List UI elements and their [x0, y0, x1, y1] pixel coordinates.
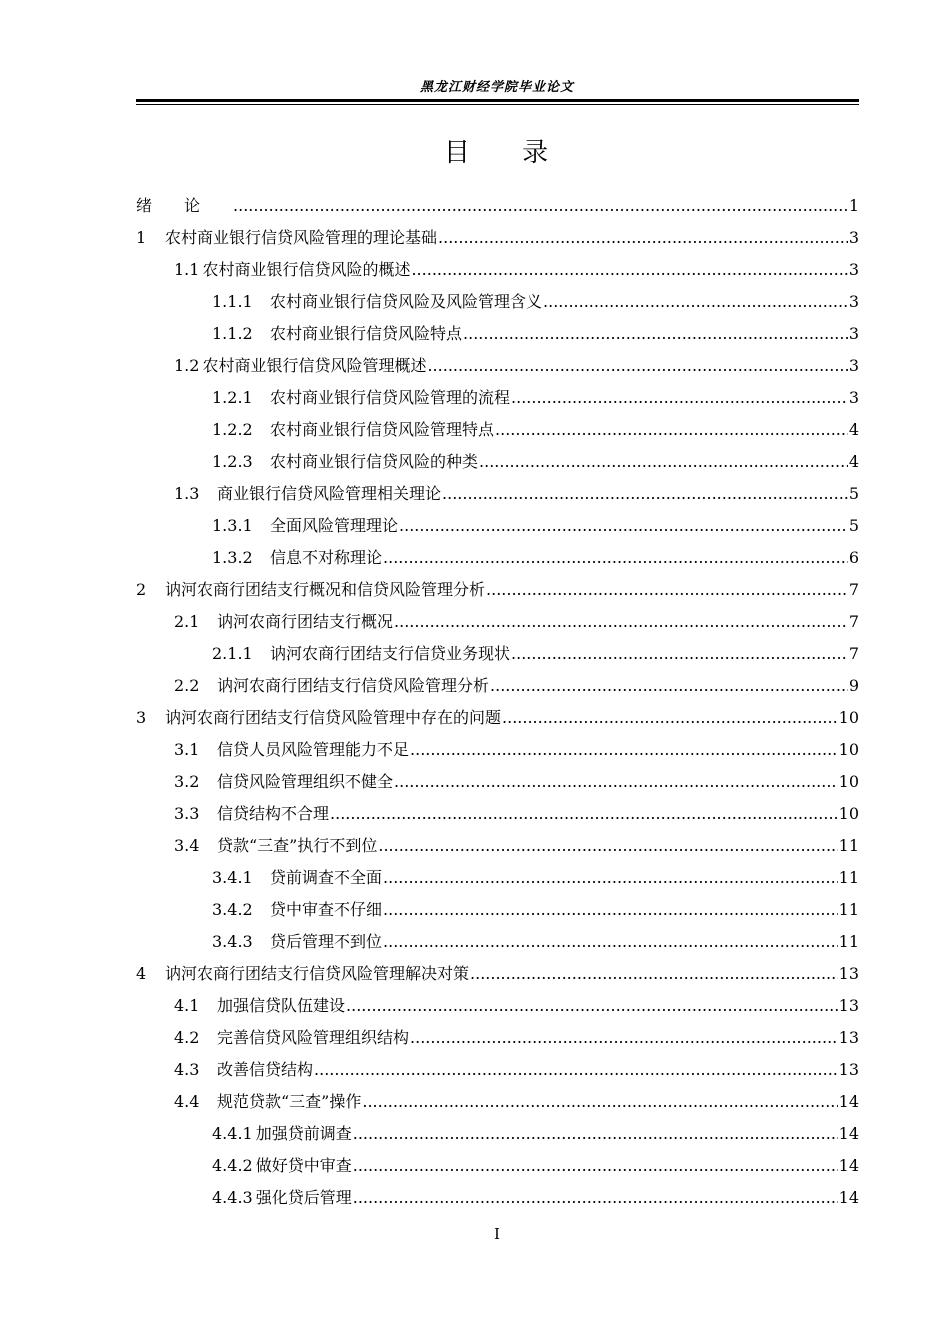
toc-entry[interactable]	[136, 574, 859, 606]
toc-entry-title: 农村商业银行信贷风险管理的流程	[270, 388, 511, 407]
toc-entry-page: 4	[848, 420, 859, 439]
toc-entry-number: 4.3	[174, 1060, 200, 1079]
toc-title: 目 录	[443, 138, 551, 168]
toc-entry-page: 13	[838, 1028, 859, 1047]
toc-entry-page: 13	[838, 1060, 859, 1079]
toc-entry-number: 1	[136, 228, 147, 247]
toc-entry-page: 7	[848, 644, 859, 663]
toc-dot-leader	[463, 318, 848, 350]
toc-entry[interactable]	[136, 734, 859, 766]
toc-dot-leader	[495, 414, 848, 446]
toc-entry[interactable]	[136, 894, 859, 926]
toc-entry-page: 10	[838, 772, 859, 791]
toc-entry[interactable]	[136, 254, 859, 286]
toc-entry[interactable]	[136, 830, 859, 862]
toc-entry[interactable]	[136, 958, 859, 990]
toc-entry[interactable]	[136, 446, 859, 478]
toc-entry[interactable]	[136, 990, 859, 1022]
toc-entry-title: 强化贷后管理	[255, 1188, 352, 1207]
toc-dot-leader	[383, 862, 838, 894]
toc-entry-title: 完善信贷风险管理组织结构	[217, 1028, 410, 1047]
toc-entry-title: 全面风险管理理论	[270, 516, 399, 535]
header-rule-thick	[136, 99, 859, 102]
toc-entry-number: 1.3.2	[212, 548, 253, 567]
toc-entry-page: 3	[848, 324, 859, 343]
toc-dot-leader	[346, 990, 838, 1022]
toc-entry-title: 加强贷前调查	[255, 1124, 352, 1143]
toc-entry[interactable]	[136, 222, 859, 254]
toc-dot-leader	[470, 958, 838, 990]
toc-dot-leader	[353, 1182, 838, 1214]
footer-page-number: I	[494, 1225, 500, 1243]
toc-entry-title: 贷前调查不全面	[270, 868, 383, 887]
toc-entry[interactable]	[136, 606, 859, 638]
toc-entry-page: 3	[848, 356, 859, 375]
toc-dot-leader	[543, 286, 848, 318]
toc-entry[interactable]	[136, 1182, 859, 1214]
toc-dot-leader	[410, 734, 838, 766]
toc-dot-leader	[383, 542, 848, 574]
toc-entry-page: 10	[838, 708, 859, 727]
toc-entry[interactable]	[136, 702, 859, 734]
toc-entry-title: 贷中审查不仔细	[270, 900, 383, 919]
toc-entry[interactable]	[136, 1054, 859, 1086]
toc-entry-number: 1.2.1	[212, 388, 253, 407]
toc-entry-number: 3	[136, 708, 147, 727]
toc-entry-page: 5	[848, 516, 859, 535]
toc-entry[interactable]	[136, 1086, 859, 1118]
toc-entry-page: 3	[848, 292, 859, 311]
toc-entry-number: 2	[136, 580, 147, 599]
toc-entry-number: 1.3	[174, 484, 200, 503]
toc-entry-title: 农村商业银行信贷风险管理的理论基础	[165, 228, 438, 247]
toc-entry-title: 讷河农商行团结支行概况	[217, 612, 394, 631]
toc-entry[interactable]	[136, 414, 859, 446]
toc-entry-title: 绪论	[136, 196, 233, 215]
toc-entry-title: 信贷风险管理组织不健全	[217, 772, 394, 791]
toc-dot-leader	[411, 254, 847, 286]
toc-entry-number: 4.4.1	[212, 1124, 253, 1143]
toc-entry-number: 1.1.2	[212, 324, 253, 343]
toc-entry-number: 4.1	[174, 996, 200, 1015]
toc-entry-title: 农村商业银行信贷风险管理特点	[270, 420, 495, 439]
toc-entry-number: 4.2	[174, 1028, 200, 1047]
toc-entry-number: 1.2.3	[212, 452, 253, 471]
toc-entry-page: 4	[848, 452, 859, 471]
toc-dot-leader	[511, 382, 848, 414]
toc-dot-leader	[378, 830, 837, 862]
toc-entry-page: 13	[838, 996, 859, 1015]
toc-dot-leader	[410, 1022, 838, 1054]
toc-entry-page: 10	[838, 740, 859, 759]
toc-entry-number: 4.4	[174, 1092, 200, 1111]
toc-entry-page: 7	[848, 612, 859, 631]
toc-entry-number: 4.4.2	[212, 1156, 253, 1175]
toc-entry-title: 讷河农商行团结支行信贷业务现状	[270, 644, 511, 663]
toc-entry-page: 14	[838, 1188, 859, 1207]
toc-entry-page: 7	[848, 580, 859, 599]
toc-dot-leader	[442, 478, 848, 510]
toc-entry-title: 农村商业银行信贷风险的种类	[270, 452, 479, 471]
toc-entry[interactable]	[136, 286, 859, 318]
toc-entry-page: 11	[838, 836, 859, 855]
toc-entry-title: 农村商业银行信贷风险的概述	[202, 260, 411, 279]
toc-entry-number: 2.1	[174, 612, 200, 631]
toc-entry-number: 1.1.1	[212, 292, 253, 311]
toc-entry-title: 商业银行信贷风险管理相关理论	[217, 484, 442, 503]
toc-entry-title: 讷河农商行团结支行信贷风险管理解决对策	[165, 964, 470, 983]
toc-dot-leader	[479, 446, 848, 478]
toc-entry-page: 3	[848, 260, 859, 279]
toc-entry[interactable]	[136, 1022, 859, 1054]
toc-entry-page: 10	[838, 804, 859, 823]
toc-entry-number: 1.1	[174, 260, 200, 279]
toc-entry-title: 改善信贷结构	[217, 1060, 314, 1079]
toc-entry-number: 4.4.3	[212, 1188, 253, 1207]
toc-entry-number: 3.4	[174, 836, 200, 855]
toc-dot-leader	[233, 190, 848, 222]
toc-entry[interactable]	[136, 766, 859, 798]
toc-entry-title: 加强信贷队伍建设	[217, 996, 346, 1015]
toc-entry[interactable]	[136, 926, 859, 958]
toc-dot-leader	[383, 894, 838, 926]
running-header-title: 黑龙江财经学院毕业论文	[419, 80, 574, 95]
toc-entry[interactable]	[136, 670, 859, 702]
toc-entry-page: 6	[848, 548, 859, 567]
toc-entry-number: 1.3.1	[212, 516, 253, 535]
toc-entry[interactable]	[136, 1150, 859, 1182]
toc-entry-title: 做好贷中审查	[255, 1156, 352, 1175]
toc-entry-title: 信贷结构不合理	[217, 804, 330, 823]
toc-entry-page: 1	[848, 196, 859, 215]
toc-dot-leader	[427, 350, 847, 382]
toc-entry-page: 11	[838, 868, 859, 887]
toc-entry-number: 1.2.2	[212, 420, 253, 439]
toc-dot-leader	[314, 1054, 838, 1086]
toc-dot-leader	[353, 1150, 838, 1182]
toc-entry-title: 信贷人员风险管理能力不足	[217, 740, 410, 759]
toc-entry-number: 2.1.1	[212, 644, 253, 663]
toc-dot-leader	[399, 510, 848, 542]
toc-entry[interactable]	[136, 382, 859, 414]
toc-entry[interactable]	[136, 542, 859, 574]
toc-entry[interactable]	[136, 478, 859, 510]
toc-entry[interactable]	[136, 1118, 859, 1150]
toc-entry[interactable]	[136, 638, 859, 670]
toc-dot-leader	[353, 1118, 838, 1150]
toc-entry-title: 讷河农商行团结支行概况和信贷风险管理分析	[165, 580, 486, 599]
toc-entry-page: 3	[848, 228, 859, 247]
toc-dot-leader	[486, 574, 848, 606]
toc-dot-leader	[383, 926, 838, 958]
toc-dot-leader	[330, 798, 838, 830]
toc-entry-title: 规范贷款“三查”操作	[217, 1092, 362, 1111]
toc-entry-page: 11	[838, 900, 859, 919]
toc-entry-page: 14	[838, 1156, 859, 1175]
toc-entry-number: 2.2	[174, 676, 200, 695]
toc-dot-leader	[394, 766, 838, 798]
toc-entry-title: 贷款“三查”执行不到位	[217, 836, 378, 855]
toc-entry-title: 农村商业银行信贷风险特点	[270, 324, 463, 343]
toc-entry-title: 贷后管理不到位	[270, 932, 383, 951]
toc-entry-number: 1.2	[174, 356, 200, 375]
toc-entry-title: 讷河农商行团结支行信贷风险管理分析	[217, 676, 490, 695]
toc-entry-title: 农村商业银行信贷风险管理概述	[202, 356, 427, 375]
toc-dot-leader	[502, 702, 838, 734]
toc-entry-number: 3.4.1	[212, 868, 253, 887]
toc-entry-page: 3	[848, 388, 859, 407]
toc-entry-title: 农村商业银行信贷风险及风险管理含义	[270, 292, 543, 311]
toc-entry-number: 3.2	[174, 772, 200, 791]
toc-entry[interactable]	[136, 510, 859, 542]
toc-entry-title: 讷河农商行团结支行信贷风险管理中存在的问题	[165, 708, 502, 727]
toc-entry-number: 4	[136, 964, 147, 983]
toc-dot-leader	[362, 1086, 837, 1118]
toc-entry[interactable]	[136, 798, 859, 830]
toc-dot-leader	[511, 638, 848, 670]
toc-entry-page: 5	[848, 484, 859, 503]
toc-entry-number: 3.4.2	[212, 900, 253, 919]
toc-dot-leader	[438, 222, 848, 254]
toc-dot-leader	[394, 606, 848, 638]
toc-entry-page: 9	[848, 676, 859, 695]
toc-entry-page: 13	[838, 964, 859, 983]
header-rule-thin	[136, 104, 859, 105]
table-of-contents	[136, 190, 859, 1214]
toc-entry-number: 3.1	[174, 740, 200, 759]
toc-entry-number: 3.4.3	[212, 932, 253, 951]
toc-entry-title: 信息不对称理论	[270, 548, 383, 567]
toc-entry[interactable]	[136, 862, 859, 894]
toc-entry[interactable]	[136, 190, 859, 222]
toc-entry[interactable]	[136, 350, 859, 382]
toc-entry-page: 14	[838, 1124, 859, 1143]
toc-dot-leader	[490, 670, 848, 702]
toc-entry-page: 11	[838, 932, 859, 951]
toc-entry-page: 14	[838, 1092, 859, 1111]
toc-entry-number: 3.3	[174, 804, 200, 823]
toc-entry[interactable]	[136, 318, 859, 350]
